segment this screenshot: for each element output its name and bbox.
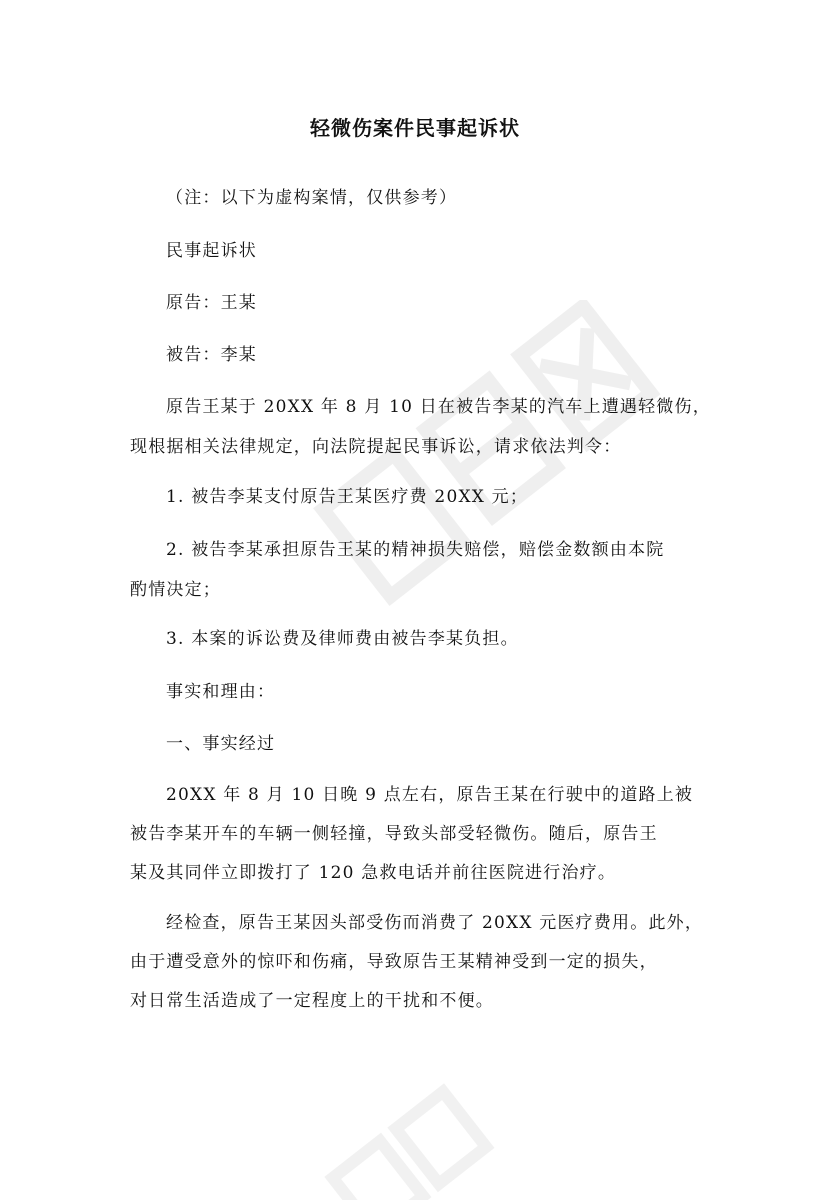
para1-line-3: 某及其同伴立即拨打了 120 急救电话并前往医院进行治疗。 (130, 863, 617, 883)
para2-line-1: 经检查，原告王某因头部受伤而消费了 20XX 元医疗费用。此外， (166, 913, 704, 933)
claim-2-line-2: 酌情决定； (130, 580, 221, 600)
para1-line-1: 20XX 年 8 月 10 日晚 9 点左右，原告王某在行驶中的道路上被 (166, 785, 694, 805)
watermark-icon (290, 300, 710, 620)
para2-line-3: 对日常生活造成了一定程度上的干扰和不便。 (130, 991, 494, 1011)
para2-line-2: 由于遭受意外的惊吓和伤痛，导致原告王某精神受到一定的损失， (130, 952, 658, 972)
claim-2-line-1: 2. 被告李某承担原告王某的精神损失赔偿，赔偿金数额由本院 (166, 540, 665, 560)
watermark-icon-bottom (300, 1080, 560, 1200)
facts-heading: 事实和理由： (166, 682, 276, 702)
intro-line-1: 原告王某于 20XX 年 8 月 10 日在被告李某的汽车上遭遇轻微伤， (166, 397, 711, 417)
para1-line-2: 被告李某开车的车辆一侧轻撞，导致头部受轻微伤。随后，原告王 (130, 824, 658, 844)
document-title: 轻微伤案件民事起诉状 (310, 116, 520, 140)
plaintiff-line: 原告：王某 (166, 293, 257, 313)
intro-line-2: 现根据相关法律规定，向法院提起民事诉讼，请求依法判令： (130, 437, 622, 457)
note: （注：以下为虚构案情，仅供参考） (166, 188, 458, 208)
section-1-heading: 一、事实经过 (166, 734, 276, 754)
claim-1: 1. 被告李某支付原告王某医疗费 20XX 元； (166, 487, 529, 507)
defendant-line: 被告：李某 (166, 345, 257, 365)
claim-3: 3. 本案的诉讼费及律师费由被告李某负担。 (166, 629, 519, 649)
heading: 民事起诉状 (166, 241, 257, 261)
